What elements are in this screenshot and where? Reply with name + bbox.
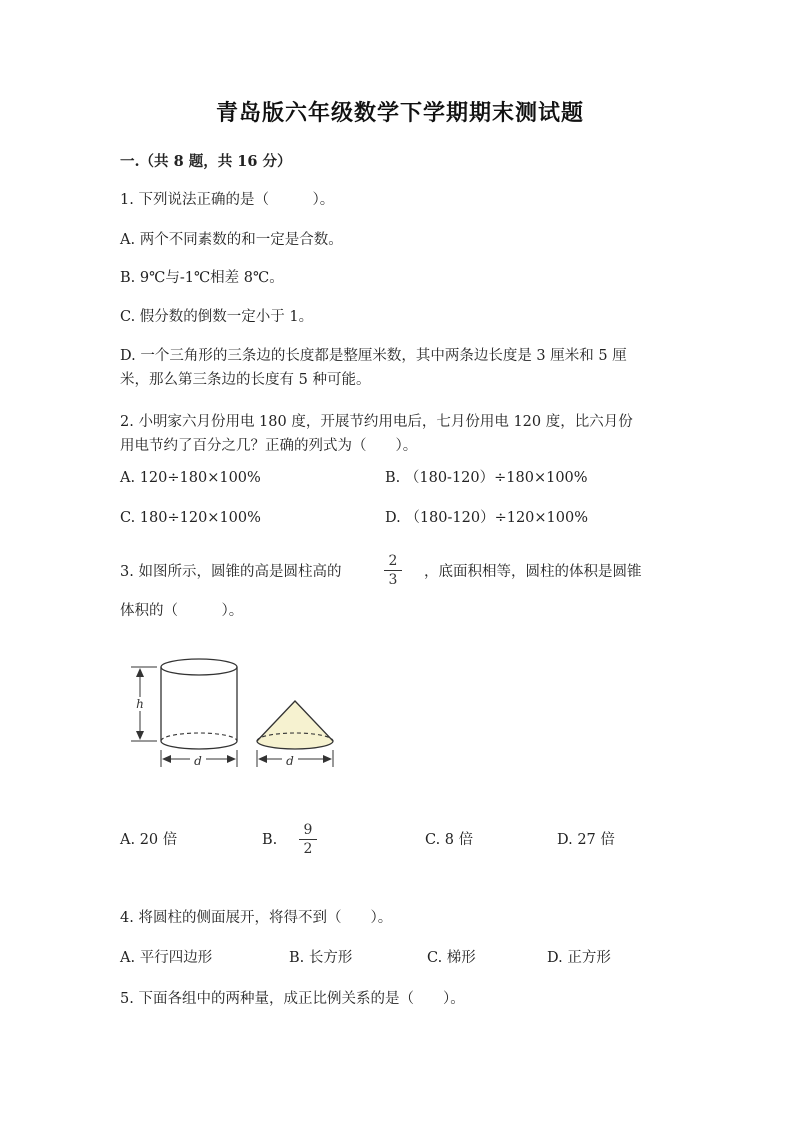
question-3-option-c: C. 8 倍	[425, 832, 474, 848]
question-2-option-a: A. 120÷180×100%	[120, 470, 261, 486]
question-4-option-b: B. 长方形	[289, 950, 353, 966]
question-3-option-a: A. 20 倍	[120, 832, 178, 848]
question-1-option-c: C. 假分数的倒数一定小于 1。	[120, 309, 314, 325]
question-4-option-c: C. 梯形	[427, 950, 476, 966]
question-2-option-c: C. 180÷120×100%	[120, 510, 261, 526]
question-4-option-d: D. 正方形	[547, 950, 611, 966]
fraction-denominator: 3	[388, 572, 398, 588]
section-heading: 一.（共 8 题，共 16 分）	[120, 153, 292, 170]
fraction-numerator: 2	[388, 553, 398, 569]
fraction-two-thirds	[384, 553, 402, 588]
height-label: h	[136, 697, 144, 711]
fraction-bar	[299, 839, 317, 840]
question-1-option-a: A. 两个不同素数的和一定是合数。	[120, 232, 343, 248]
question-1-option-d-line2: 米，那么第三条边的长度有 5 种可能。	[120, 372, 371, 388]
cylinder-diameter-arrow	[161, 750, 237, 768]
question-1-option-d-line1: D. 一个三角形的三条边的长度都是整厘米数，其中两条边长度是 3 厘米和 5 厘	[120, 348, 627, 364]
question-3-stem-part1: 3. 如图所示，圆锥的高是圆柱高的	[120, 564, 342, 580]
question-3-option-d: D. 27 倍	[557, 832, 615, 848]
question-2-option-d: D. （180-120）÷120×100%	[385, 510, 589, 526]
page-title: 青岛版六年级数学下学期期末测试题	[215, 100, 584, 126]
fraction-numerator: 9	[303, 822, 313, 838]
cylinder-diameter-label: d	[194, 754, 202, 768]
question-3-stem-line2: 体积的（ ）。	[120, 603, 244, 619]
question-3-option-b-label: B.	[262, 832, 278, 848]
cone-shape	[257, 701, 333, 749]
question-2-stem-line2: 用电节约了百分之几？正确的列式为（ ）。	[120, 438, 418, 454]
question-1-option-b: B. 9℃与-1℃相差 8℃。	[120, 270, 284, 286]
question-4-stem: 4. 将圆柱的侧面展开，将得不到（ ）。	[120, 910, 393, 926]
question-3-stem-part2: ，底面积相等，圆柱的体积是圆锥	[424, 564, 642, 580]
fraction-nine-halves	[299, 822, 317, 857]
question-1-stem: 1. 下列说法正确的是（ ）。	[120, 192, 335, 208]
question-4-option-a: A. 平行四边形	[120, 950, 213, 966]
fraction-bar	[384, 570, 402, 571]
question-2-option-b: B. （180-120）÷180×100%	[385, 470, 588, 486]
fraction-denominator: 2	[303, 841, 313, 857]
cone-diameter-arrow	[257, 750, 333, 768]
cylinder-cone-figure	[125, 655, 340, 775]
cylinder-shape	[161, 659, 237, 749]
question-2-stem-line1: 2. 小明家六月份用电 180 度，开展节约用电后，七月份用电 120 度，比六月份	[120, 414, 633, 430]
question-5-stem: 5. 下面各组中的两种量，成正比例关系的是（ ）。	[120, 991, 465, 1007]
height-arrow	[131, 667, 157, 741]
cone-diameter-label: d	[286, 754, 294, 768]
